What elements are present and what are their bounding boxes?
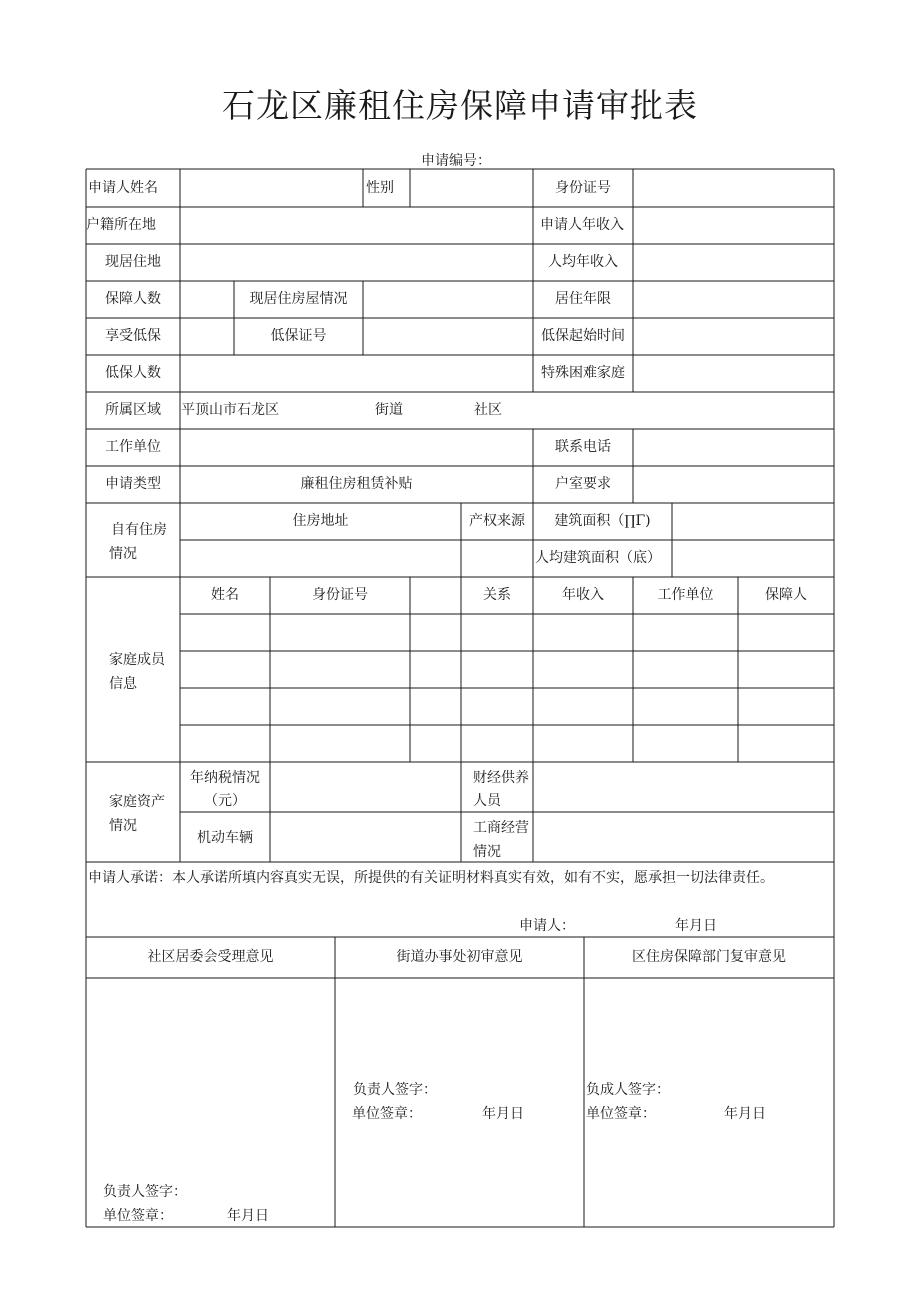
pledge-text: 申请人承诺：本人承诺所填内容真实无误，所提供的有关证明材料真实有效，如有不实，愿承担一切法律责任。 [88, 870, 774, 886]
label-street: 街道 [375, 402, 403, 418]
annual-income-field[interactable] [634, 208, 833, 243]
street-unit-seal: 单位签章： [352, 1106, 422, 1122]
label-annual-tax: 年纳税情况 [190, 770, 260, 786]
phone-field[interactable] [634, 430, 833, 465]
label-community: 社区 [474, 402, 502, 418]
street-date: 年月日 [482, 1106, 524, 1122]
label-gender: 性别 [366, 180, 394, 196]
label-current-housing: 现居住房屋情况 [249, 291, 348, 307]
per-capita-area-field[interactable] [673, 541, 833, 576]
label-current-address: 现居住地 [105, 254, 161, 270]
label-room-requirement: 户室要求 [555, 476, 611, 492]
family-row[interactable] [181, 652, 833, 687]
label-property-source: 产权来源 [469, 513, 525, 529]
family-header-income: 年收入 [562, 587, 604, 603]
header-street-opinion: 街道办事处初审意见 [396, 949, 523, 965]
housing-address-field[interactable] [181, 541, 460, 576]
label-dibao-start: 低保起始时间 [541, 328, 625, 344]
district-sign-responsible: 负成人签字： [586, 1082, 670, 1098]
label-work-unit: 工作单位 [105, 439, 161, 455]
family-header-id: 身份证号 [312, 587, 368, 603]
family-header-name: 姓名 [211, 587, 239, 603]
special-hardship-field[interactable] [634, 356, 833, 391]
label-dibao-count: 低保人数 [105, 365, 161, 381]
label-own-housing-line2: 情况 [109, 546, 137, 562]
dibao-cert-field[interactable] [364, 319, 532, 354]
applicant-name-field[interactable] [181, 170, 362, 206]
pledge-applicant-label: 申请人： [519, 918, 575, 934]
hukou-field[interactable] [181, 208, 532, 243]
community-unit-seal: 单位签章： [103, 1208, 173, 1224]
label-id-number: 身份证号 [555, 180, 611, 196]
label-family-assets: 家庭资产 [109, 794, 165, 810]
label-protected-count: 保障人数 [105, 291, 161, 307]
residence-years-field[interactable] [634, 282, 833, 317]
application-number-label: 申请编号： [421, 153, 491, 169]
pledge-date: 年月日 [675, 918, 717, 934]
room-requirement-field[interactable] [634, 467, 833, 502]
label-business-line2: 情况 [473, 844, 501, 860]
label-business: 工商经营 [473, 820, 529, 836]
label-family-assets-line2: 情况 [109, 818, 137, 834]
label-special-hardship: 特殊困难家庭 [541, 365, 625, 381]
current-address-field[interactable] [181, 245, 532, 280]
label-dibao: 享受低保 [105, 328, 161, 344]
label-annual-tax-unit: （元） [204, 793, 246, 809]
annual-tax-field[interactable] [271, 763, 460, 811]
vehicle-field[interactable] [271, 813, 460, 861]
label-per-capita-income: 人均年收入 [548, 254, 618, 270]
family-row[interactable] [181, 726, 833, 761]
property-source-field[interactable] [462, 541, 532, 576]
family-row[interactable] [181, 615, 833, 650]
label-residence-years: 居住年限 [555, 291, 611, 307]
district-date: 年月日 [724, 1106, 766, 1122]
label-dependents-line2: 人员 [473, 793, 501, 809]
district-unit-seal: 单位签章： [586, 1106, 656, 1122]
family-header-protected: 保障人 [765, 587, 807, 603]
header-district-opinion: 区住房保障部门复审意见 [632, 949, 786, 965]
protected-count-field[interactable] [181, 282, 233, 317]
label-per-capita-area: 人均建筑面积（底） [535, 550, 661, 566]
community-sign-responsible: 负责人签字： [103, 1184, 187, 1200]
family-header-work-unit: 工作单位 [657, 587, 714, 603]
label-family-members: 家庭成员 [109, 652, 165, 668]
application-type-value: 廉租住房租赁补贴 [300, 476, 413, 492]
label-application-type: 申请类型 [105, 476, 161, 492]
label-building-area: 建筑面积（∏Γ) [554, 513, 651, 529]
id-number-field[interactable] [634, 170, 833, 206]
gender-field[interactable] [411, 170, 532, 206]
label-hukou: 户籍所在地 [86, 217, 156, 233]
label-vehicle: 机动车辆 [197, 830, 253, 846]
family-header-relation: 关系 [483, 587, 511, 603]
business-field[interactable] [534, 813, 833, 861]
label-applicant-name: 申请人姓名 [88, 180, 158, 196]
dibao-start-field[interactable] [634, 319, 833, 354]
per-capita-income-field[interactable] [634, 245, 833, 280]
label-phone: 联系电话 [555, 439, 611, 455]
work-unit-field[interactable] [181, 430, 532, 465]
street-sign-responsible: 负责人签字： [353, 1082, 437, 1098]
current-housing-field[interactable] [364, 282, 532, 317]
header-community-opinion: 社区居委会受理意见 [147, 949, 274, 965]
community-date: 年月日 [227, 1208, 269, 1224]
dependents-field[interactable] [534, 763, 833, 811]
label-housing-address: 住房地址 [292, 513, 349, 529]
page-title: 石龙区廉租住房保障申请审批表 [222, 86, 698, 125]
label-dependents: 财经供养 [473, 770, 529, 786]
label-family-members-line2: 信息 [109, 676, 137, 692]
building-area-field[interactable] [673, 504, 833, 539]
dibao-field[interactable] [181, 319, 233, 354]
label-annual-income: 申请人年收入 [540, 217, 624, 233]
label-district: 所属区域 [105, 402, 161, 418]
district-value: 平顶山市石龙区 [181, 402, 279, 418]
label-dibao-cert: 低保证号 [270, 328, 327, 344]
label-own-housing: 自有住房 [111, 522, 167, 538]
family-row[interactable] [181, 689, 833, 724]
dibao-count-field[interactable] [181, 356, 532, 391]
